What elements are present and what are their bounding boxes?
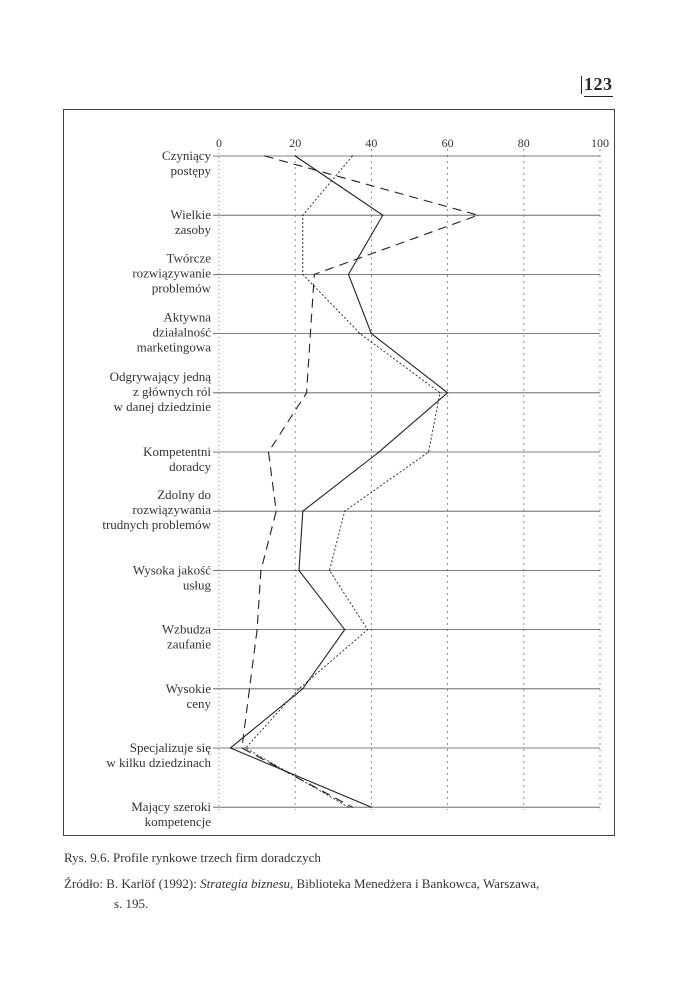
category-label: ceny [186,695,211,711]
data-point [359,333,360,334]
source-suffix: Biblioteka Menedżera i Bankowca, Warszawa, [293,876,540,891]
category-label: w kilku dziedzinach [106,755,211,770]
category-label: Wysokie [165,680,211,696]
category-label: postępy [170,163,211,178]
data-point [302,511,303,512]
data-point [348,807,349,808]
tick-label-80: 80 [517,136,530,150]
data-point [477,215,478,216]
category-label: Kompetentni [143,444,211,459]
tick-label-60: 60 [441,136,454,150]
category-label: Mający szeroki [131,799,211,815]
series-line-3 [246,156,440,807]
series-line-1 [230,156,447,807]
data-point [302,215,303,216]
data-point [264,155,265,156]
data-point [382,215,383,216]
data-point [447,392,448,393]
data-point [298,688,299,689]
data-point [260,570,261,571]
data-point [439,392,440,393]
data-point [371,807,372,808]
data-point [298,570,299,571]
figure-caption: Rys. 9.6. Profile rynkowe trzech firm doradczych [64,850,321,865]
data-point [352,155,353,156]
tick-label-100: 100 [591,136,609,150]
data-point [295,155,296,156]
data-point [314,274,315,275]
category-label: Wzbudza [161,621,211,637]
data-point [230,747,231,748]
category-label: trudnych problemów [102,517,211,533]
category-label: Specjalizuje się [129,740,211,755]
category-label: Twórcze [166,250,211,266]
page-number: 123 [584,74,613,97]
data-point [268,451,269,452]
data-point [329,570,330,571]
tick-label-0: 0 [216,136,222,150]
data-point [352,807,353,808]
data-point [348,274,349,275]
category-label: usług [182,577,211,593]
category-label: rozwiązywania [132,502,211,518]
profile-chart [64,110,614,835]
category-label: problemów [151,280,211,296]
category-label: zasoby [174,222,211,238]
data-point [241,747,242,748]
category-label: Wielkie [170,207,211,223]
data-point [367,629,368,630]
category-label: kompetencje [144,814,211,830]
category-label: w danej dziedzinie [113,398,211,414]
data-point [344,511,345,512]
source-prefix: Źródło: B. Karlöf (1992): [64,876,201,891]
source-title: Strategia biznesu, [200,876,294,891]
data-point [428,451,429,452]
data-point [245,747,246,748]
category-label: działalność [152,324,211,340]
data-point [302,688,303,689]
data-point [276,511,277,512]
category-label: marketingowa [136,339,211,355]
category-label: rozwiązywanie [132,265,211,281]
data-point [378,451,379,452]
category-label: Zdolny do [157,487,211,503]
data-point [344,629,345,630]
data-point [306,392,307,393]
data-point [371,333,372,334]
data-point [249,688,250,689]
category-label: Czyniący [161,148,211,163]
source-line2: s. 195. [114,896,149,911]
category-label: zaufanie [166,636,211,652]
data-point [302,274,303,275]
category-label: Odgrywający jedną [109,368,211,384]
data-point [310,333,311,334]
category-label: z głównych ról [133,383,211,399]
figure-source [64,874,616,914]
figure-frame [63,109,615,836]
page-number-bar [581,76,582,94]
category-label: doradcy [169,459,211,474]
tick-label-20: 20 [289,136,302,150]
tick-label-40: 40 [365,136,378,150]
data-point [257,629,258,630]
category-label: Aktywna [163,309,211,325]
category-label: Wysoka jakość [132,562,211,578]
